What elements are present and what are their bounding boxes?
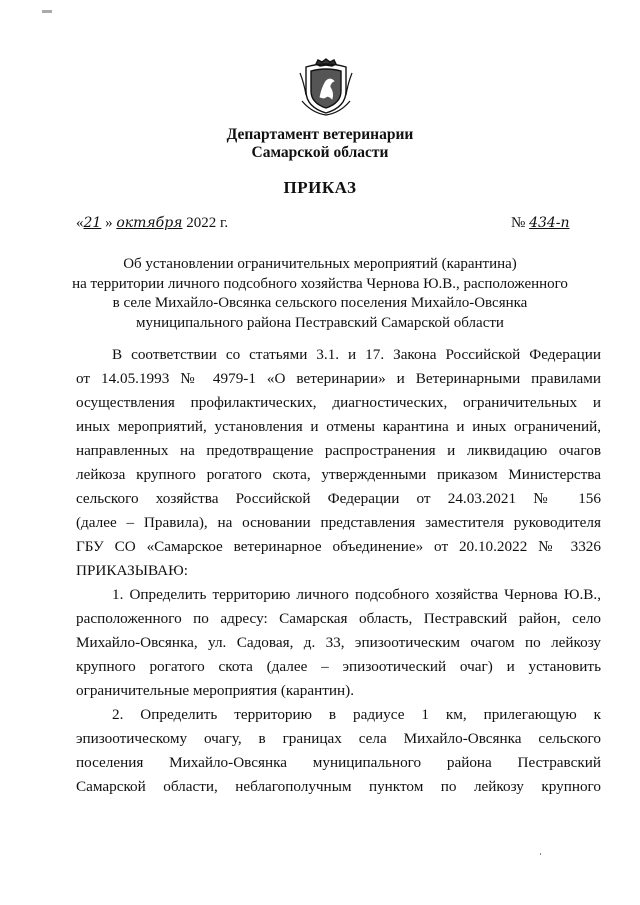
body-line: направленных на предотвращение распространения и ликвидацию очагов	[76, 442, 601, 459]
body-line: крупного рогатого скота (далее – эпизоотический очаг) и установить	[76, 658, 601, 675]
body-line: ГБУ СО «Самарское ветеринарное объединение» от 20.10.2022 № 3326	[76, 538, 601, 555]
department-line-1: Департамент ветеринарии	[226, 126, 414, 143]
scan-mark	[540, 853, 541, 855]
subject-line: муниципального района Пестравский Самарской области	[136, 314, 504, 331]
department-name	[0, 126, 640, 162]
date-close-quote: »	[105, 215, 113, 231]
body-line: поселения Михайло-Овсянка муниципального района Пестравский	[76, 754, 601, 771]
scan-mark	[42, 10, 52, 13]
subject-line: на территории личного подсобного хозяйства Чернова Ю.В., расположенного	[72, 275, 568, 292]
date-open-quote: «	[76, 215, 84, 231]
subject-line: в селе Михайло-Овсянка сельского поселения Михайло-Овсянка	[112, 295, 528, 311]
body-line-order-word: ПРИКАЗЫВАЮ:	[76, 562, 188, 579]
department-line-2: Самарской области	[251, 144, 389, 161]
document-title: ПРИКАЗ	[283, 178, 357, 197]
body-line: ограничительные мероприятия (карантин).	[76, 682, 355, 699]
body-line: от 14.05.1993 № 4979-1 «О ветеринарии» и Ветеринарными правилами	[76, 370, 601, 387]
order-number	[511, 215, 570, 232]
number-value: 434-п	[529, 215, 570, 231]
date-month: октября	[116, 215, 183, 231]
coat-of-arms-icon	[298, 57, 354, 117]
body-line: Михайло-Овсянка, ул. Садовая, д. 33, эпизоотическим очагом по лейкозу	[76, 634, 601, 651]
order-subject	[0, 255, 640, 333]
date-day: 21	[83, 215, 102, 231]
body-line-item-1: 1. Определить территорию личного подсобного хозяйства Чернова Ю.В.,	[112, 586, 601, 603]
body-line: расположенного по адресу: Самарская область, Пестравский район, село	[76, 610, 601, 627]
subject-line: Об установлении ограничительных мероприятий (карантина)	[123, 256, 517, 272]
body-line: эпизоотическому очагу, в границах села Михайло-Овсянка сельского	[76, 730, 601, 747]
order-date	[76, 215, 228, 232]
body-line: осуществления профилактических, диагностических, ограничительных и	[76, 394, 601, 411]
body-line: лейкоза крупного рогатого скота, утвержденными приказом Министерства	[76, 466, 601, 483]
body-line: (далее – Правила), на основании представления заместителя руководителя	[76, 514, 601, 531]
body-line: сельского хозяйства Российской Федерации от 24.03.2021 № 156	[76, 490, 601, 507]
body-line: В соответствии со статьями 3.1. и 17. Закона Российской Федерации	[112, 346, 601, 363]
date-year: 2022 г.	[186, 215, 229, 231]
number-prefix: №	[511, 215, 526, 231]
body-line-item-2: 2. Определить территорию в радиусе 1 км, прилегающую к	[112, 706, 601, 723]
body-line: иных мероприятий, установления и отмены карантина и иных ограничений,	[76, 418, 601, 435]
body-line: Самарской области, неблагополучным пунктом по лейкозу крупного	[76, 778, 601, 795]
order-body	[76, 343, 601, 799]
